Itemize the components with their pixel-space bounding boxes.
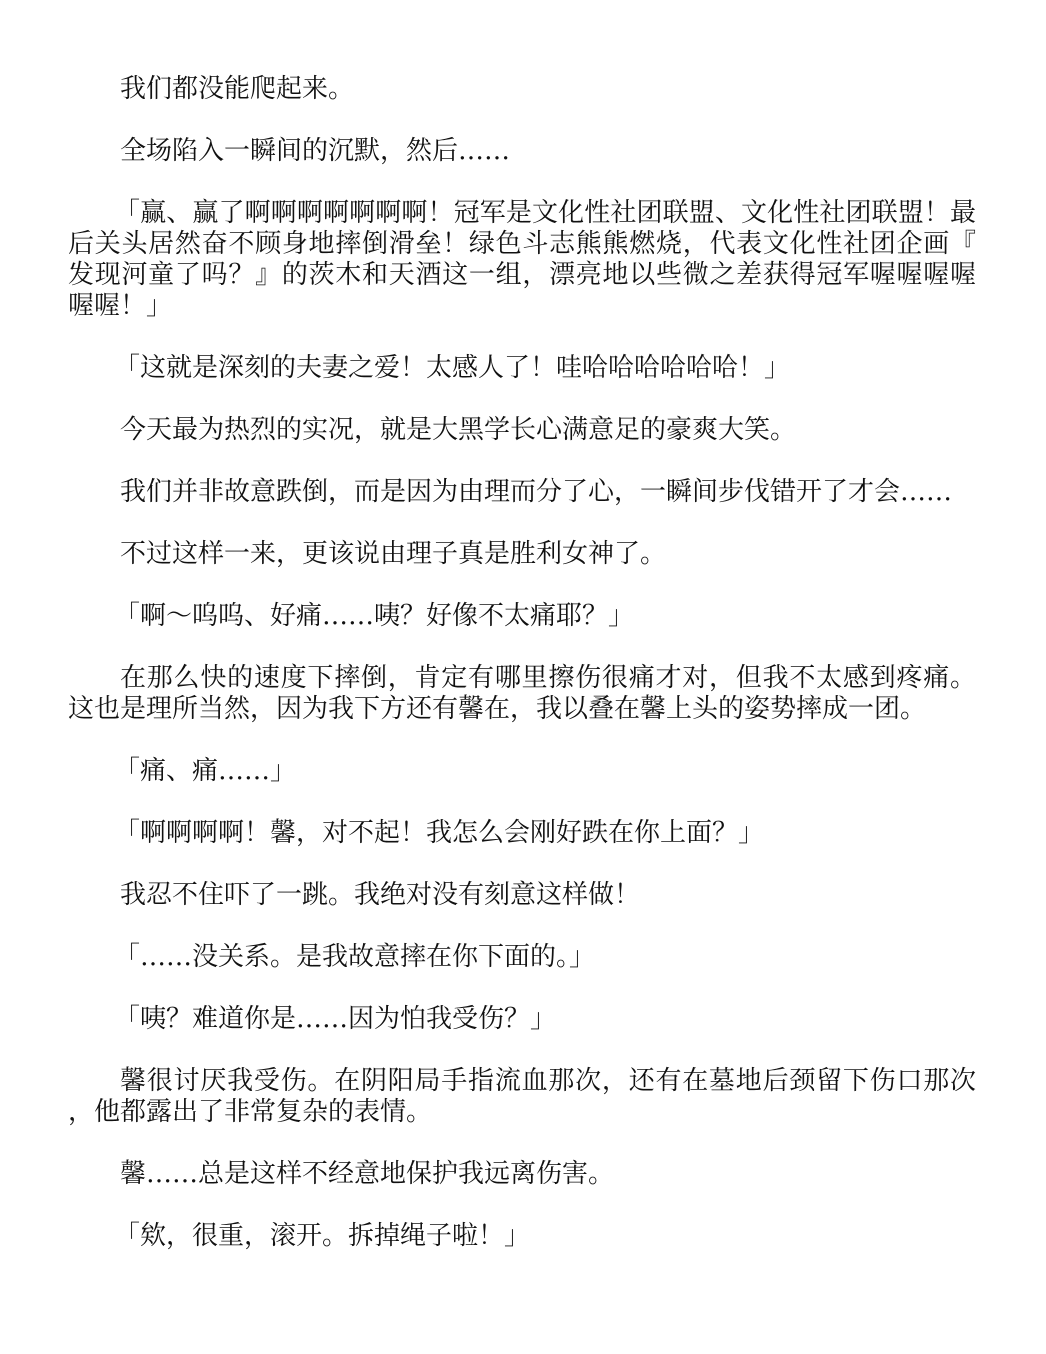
paragraph: 「啊～呜呜、好痛……咦？好像不太痛耶？」 <box>114 601 635 631</box>
paragraph: 馨……总是这样不经意地保护我远离伤害。 <box>120 1159 615 1189</box>
paragraph: 「咦？难道你是……因为怕我受伤？」 <box>114 1004 557 1034</box>
paragraph: 全场陷入一瞬间的沉默，然后…… <box>120 136 511 166</box>
paragraph: 「痛、痛……」 <box>114 756 297 786</box>
paragraph: 「……没关系。是我故意摔在你下面的。」 <box>114 942 596 972</box>
paragraph: 我们都没能爬起来。 <box>120 74 355 104</box>
paragraph: 我忍不住吓了一跳。我绝对没有刻意这样做！ <box>120 880 641 910</box>
document-body <box>68 74 976 1283</box>
paragraph: 不过这样一来，更该说由理子真是胜利女神了。 <box>120 539 667 569</box>
paragraph: 我们并非故意跌倒，而是因为由理而分了心，一瞬间步伐错开了才会…… <box>120 477 953 507</box>
paragraph: 今天最为热烈的实况，就是大黑学长心满意足的豪爽大笑。 <box>120 415 797 445</box>
paragraph: 「这就是深刻的夫妻之爱！太感人了！哇哈哈哈哈哈哈！」 <box>114 353 791 383</box>
paragraph: 「欸，很重，滚开。拆掉绳子啦！」 <box>114 1221 531 1251</box>
paragraph: 「赢、赢了啊啊啊啊啊啊啊！冠军是文化性社团联盟、文化性社团联盟！最后关头居然奋不顾身地摔倒滑垒！绿色斗志熊熊燃烧，代表文化性社团企画『发现河童了吗？』的茨木和天酒这一组，漂亮地以些微之差获得冠军喔喔喔喔喔喔！」 <box>68 198 976 321</box>
paragraph: 馨很讨厌我受伤。在阴阳局手指流血那次，还有在墓地后颈留下伤口那次，他都露出了非常复杂的表情。 <box>68 1066 976 1127</box>
paragraph: 「啊啊啊啊！馨，对不起！我怎么会刚好跌在你上面？」 <box>114 818 765 848</box>
paragraph: 在那么快的速度下摔倒，肯定有哪里擦伤很痛才对，但我不太感到疼痛。这也是理所当然，因为我下方还有馨在，我以叠在馨上头的姿势摔成一团。 <box>68 663 976 724</box>
